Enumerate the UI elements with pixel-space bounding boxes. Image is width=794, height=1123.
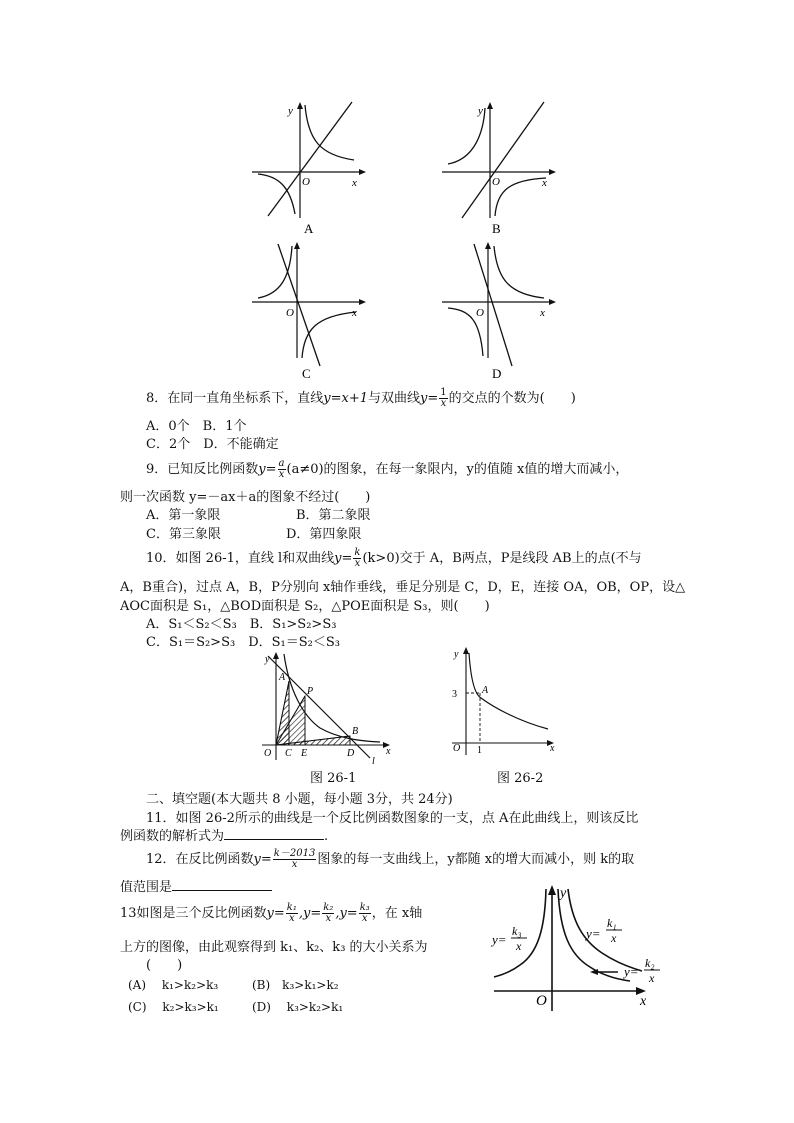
fig26-1-origin: O xyxy=(264,748,272,759)
graph-a-origin-label: O xyxy=(302,176,310,188)
q13-option-d: (D) k₃>k₂>k₁ xyxy=(252,1000,344,1014)
graph-a-y-label: y xyxy=(288,105,293,117)
q12-text-post: 图象的每一支曲线上，y都随 x的增大而减小，则 k的取 xyxy=(317,852,635,867)
fig26-1-point-a: A xyxy=(279,672,286,683)
fig26-2-caption: 图 26-2 xyxy=(497,771,544,786)
q9-option-a: A．第一象限 xyxy=(146,508,221,523)
q12-fraction: $\frac{k-2013}{x}$ xyxy=(273,848,316,870)
graph-c-x-label: x xyxy=(352,307,357,319)
q13-text-post: ，在 x轴 xyxy=(371,906,423,921)
fig26-1-point-p: P xyxy=(307,686,314,697)
fig13-origin: O xyxy=(536,993,547,1009)
fig26-2-point-a: A xyxy=(482,685,489,696)
fig26-2-tick-3: 3 xyxy=(452,689,457,700)
graph-b-letter: B xyxy=(492,221,501,236)
q13-option-a: (A) k₁>k₂>k₃ xyxy=(128,978,219,992)
fig13-label-right-num: k₂ xyxy=(645,956,655,970)
graph-d-origin-label: O xyxy=(476,307,484,319)
q9-line2: 则一次函数 y=－ax＋a的图象不经过( ) xyxy=(120,490,371,505)
fig26-1-line-l: l xyxy=(372,756,375,767)
q11-end: . xyxy=(324,829,329,844)
graph-a-letter: A xyxy=(304,221,314,236)
fig26-2-origin: O xyxy=(453,743,461,754)
fig26-2-y-label: y xyxy=(454,649,459,660)
fig13-x-label: x xyxy=(640,994,647,1009)
graph-a xyxy=(250,100,370,240)
fig13-label-left-den: x xyxy=(516,939,522,953)
q10-line2: A，B重合)，过点 A，B，P分别向 x轴作垂线，垂足分别是 C，D，E，连接 OA，OB，OP，设△ xyxy=(120,580,686,595)
q12-line2-text: 值范围是 xyxy=(120,880,173,895)
q12-stem xyxy=(146,848,634,870)
graph-b-origin-label: O xyxy=(492,176,500,188)
fig13-label-left-lhs: y= xyxy=(492,932,507,947)
graph-c-origin-label: O xyxy=(286,307,294,319)
figure-q13 xyxy=(490,883,666,1015)
graph-b xyxy=(440,100,560,240)
fig26-1-x-label: x xyxy=(386,746,391,757)
q13-frac-k1: $\frac{\text{k₁}}{x}$ xyxy=(286,902,297,924)
q8-eq2-lhs: y= xyxy=(420,391,439,406)
fig26-1-caption: 图 26-1 xyxy=(310,771,357,786)
q10-fraction: $\frac{k}{x}$ xyxy=(354,547,361,569)
section-2-heading: 二、填空题(本大题共 8 小题，每小题 3分，共 24分) xyxy=(146,792,453,807)
q11-answer-blank[interactable] xyxy=(224,839,324,840)
figure-26-2 xyxy=(448,645,563,760)
fig13-label-right-den: x xyxy=(649,971,655,985)
fig13-label-mid-den: x xyxy=(611,931,617,945)
graph-a-x-label: x xyxy=(352,177,357,189)
q12-answer-blank[interactable] xyxy=(172,890,272,891)
q11-line1: 11．如图 26-2所示的曲线是一个反比例函数图象的一支，点 A在此曲线上，则该反比 xyxy=(146,811,639,826)
q10-line3: AOC面积是 S₁，△BOD面积是 S₂，△POE面积是 S₃，则( ) xyxy=(120,599,490,614)
fig26-2-tick-1: 1 xyxy=(477,745,482,756)
q12-line2 xyxy=(120,876,272,895)
graph-d-x-label: x xyxy=(540,307,545,319)
q11-line2-text: 例函数的解析式为 xyxy=(120,829,225,844)
q8-mid: 与双曲线 xyxy=(368,391,421,406)
q12-text-pre: 12．在反比例函数 xyxy=(146,852,254,867)
figure-26-1 xyxy=(258,650,398,765)
q8-text-post: 的交点的个数为( ) xyxy=(448,391,576,406)
fig26-2-x-label: x xyxy=(550,743,555,754)
fig26-1-point-e: E xyxy=(301,748,308,759)
q13-text-pre: 13如图是三个反比例函数 xyxy=(120,906,267,921)
q9-fraction: $\frac{a}{x}$ xyxy=(278,458,285,480)
fig13-label-mid-num: k₁ xyxy=(607,916,617,930)
q10-condition: (k>0)交于 A，B两点，P是线段 AB上的点(不与 xyxy=(362,551,642,566)
q13-frac-k2: $\frac{\text{k₂}}{x}$ xyxy=(323,902,334,924)
q8-eq1: y=x+1 xyxy=(323,391,369,406)
graph-d xyxy=(440,240,560,380)
graph-b-y-label: y xyxy=(478,105,483,117)
q10-text-pre: 10．如图 26-1，直线 l和双曲线 xyxy=(146,551,335,566)
fig26-1-y-label: y xyxy=(265,654,270,665)
q9-option-d: D．第四象限 xyxy=(286,527,362,542)
q8-text-pre: 8．在同一直角坐标系下，直线 xyxy=(146,391,324,406)
q9-text-pre: 9．已知反比例函数 xyxy=(146,462,259,477)
fig13-label-mid-lhs: y= xyxy=(586,926,601,941)
q11-line2 xyxy=(120,825,328,844)
fig13-label-left-num: k₃ xyxy=(512,924,522,938)
q12-eq-lhs: y= xyxy=(253,852,272,867)
graph-d-letter: D xyxy=(492,366,502,381)
q13-line2: 上方的图像，由此观察得到 k₁、k₂、k₃ 的大小关系为 xyxy=(120,940,428,955)
q9-option-c: C．第三象限 xyxy=(146,527,221,542)
q8-options-row1: A．0个 B．1个 xyxy=(146,419,247,434)
fig13-label-right-lhs: y= xyxy=(624,964,639,979)
fig26-1-point-c: C xyxy=(285,748,292,759)
q9-eq-lhs: y= xyxy=(258,462,277,477)
q9-stem xyxy=(146,458,628,480)
q8-fraction: $\frac{1}{x}$ xyxy=(440,387,447,409)
graph-b-x-label: x xyxy=(542,177,547,189)
fig26-1-point-b: B xyxy=(352,726,359,737)
q10-eq-lhs: y= xyxy=(334,551,353,566)
q10-options-row1: A．S₁＜S₂＜S₃ B．S₁>S₂>S₃ xyxy=(146,617,337,632)
q10-options-row2: C．S₁＝S₂>S₃ D．S₁＝S₂＜S₃ xyxy=(146,635,340,650)
graph-c xyxy=(250,240,370,380)
q13-option-c: (C) k₂>k₃>k₁ xyxy=(128,1000,219,1014)
q13-answer-paren: ( ) xyxy=(146,958,183,973)
q9-option-b: B．第二象限 xyxy=(296,508,371,523)
q13-option-b: (B) k₃>k₁>k₂ xyxy=(252,978,339,992)
q13-stem: 13如图是三个反比例函数y= $\frac{\text{k₁}}{x}$ ,y= $\frac{\text{k₂}}{x}$ ,y= $\frac{\text{k₃}}{x}$ ，在 x轴 xyxy=(120,902,423,924)
graph-c-letter: C xyxy=(302,366,311,381)
q8-stem xyxy=(146,387,576,409)
fig26-1-point-d: D xyxy=(347,748,355,759)
q8-options-row2: C．2个 D．不能确定 xyxy=(146,437,279,452)
fig13-y-label: y xyxy=(560,886,567,901)
q10-stem xyxy=(146,547,642,569)
q9-condition: (a≠0)的图象，在每一象限内，y的值随 x值的增大而减小， xyxy=(286,462,629,477)
q13-frac-k3: $\frac{\text{k₃}}{x}$ xyxy=(359,902,370,924)
